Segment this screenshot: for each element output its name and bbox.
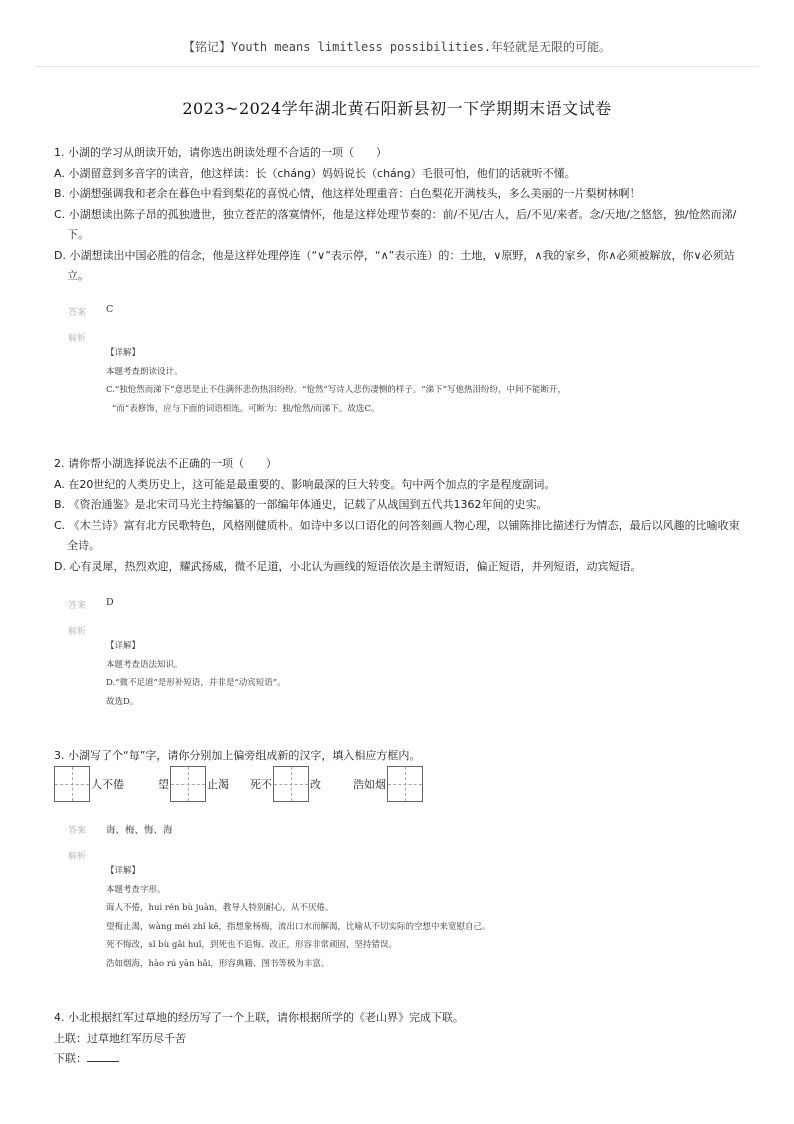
idiom-fragment: 死不 (250, 778, 272, 791)
answer-box[interactable] (273, 766, 309, 802)
answer-value: C (106, 304, 114, 315)
idiom-fragment: 人不倦 (91, 778, 124, 791)
character-box-row (54, 766, 434, 804)
answer-blank[interactable] (87, 1051, 119, 1062)
option-b: B. 小湖想强调我和老余在暮色中看到梨花的喜悦心情，他这样处理重音：白色梨花开满枝头，多么美丽的一片梨树林啊！ (54, 187, 641, 200)
question-stem: 2. 请你帮小湖选择说法不正确的一项（ ） (54, 457, 277, 470)
explanation-line: 诲人不倦，huì rén bù juàn，教导人特别耐心，从不厌倦。 (106, 903, 334, 913)
option-c: C. 小湖想读出陈子昂的孤独遗世，独立苍茫的落寞情怀，他是这样处理节奏的：前/不见/古人，后/不见/来者。念/天地/之悠悠，独/怆然而涕/下。 (54, 207, 737, 241)
option-d: D. 心有灵犀，热烈欢迎，耀武扬威，微不足道，小北认为画线的短语依次是主谓短语，偏正短语，并列短语，动宾短语。 (54, 559, 642, 573)
header-motto: 【铭记】Youth means limitless possibilities.年轻就是无限的可能。 (182, 40, 612, 54)
explanation-line: “而”表修饰，应与下面的词语相连。可断为：独/怆然/而涕下。故选C。 (112, 403, 380, 414)
answer-value: 诲、梅、悔、海 (106, 825, 173, 836)
detail-heading: 【详解】 (106, 348, 141, 358)
question-stem: 3. 小湖写了个“每”字，请你分别加上偏旁组成新的汉字，填入相应方框内。 (54, 749, 421, 762)
answer-box[interactable] (170, 766, 206, 802)
option-c: C. 《木兰诗》富有北方民歌特色，风格刚健质朴。如诗中多以口语化的问答刻画人物心理，以铺陈排比描述行为情态，最后以风趣的比喻收束全诗。 (54, 518, 740, 552)
question-1 (54, 143, 744, 287)
page-title: 2023~2024学年湖北黄石阳新县初一下学期期末语文试卷 (182, 99, 612, 118)
option-b: B. 《资治通鉴》是北宋司马光主持编纂的一部编年体通史，记载了从战国到五代共1362年间的史实。 (54, 498, 548, 511)
idiom-fragment: 改 (310, 778, 321, 791)
answer-label: 答案 (68, 308, 87, 318)
question-4 (54, 1008, 744, 1070)
question-2 (54, 454, 744, 577)
answer-value: D (106, 597, 114, 608)
explanation-line: C.“独怆然而涕下”意思是止不住满怀悲伤热泪纷纷。“怆然”写诗人悲伤凄恻的样子。“涕下”写他热泪纷纷，中间不能断开， (106, 385, 566, 395)
detail-heading: 【详解】 (106, 641, 141, 651)
answer-box[interactable] (387, 766, 423, 802)
explanation-line: 本题考查朗读设计。 (106, 366, 183, 377)
detail-heading: 【详解】 (106, 866, 141, 876)
idiom-fragment: 浩如烟 (353, 778, 386, 791)
explanation-line: 死不悔改，sǐ bù gǎi huǐ，到死也不追悔、改正，形容非常顽固，坚持错误。 (106, 940, 397, 950)
idiom-fragment: 止渴 (207, 778, 229, 791)
idiom-fragment: 望 (158, 778, 169, 791)
question-stem: 4. 小北根据红军过草地的经历写了一个上联，请你根据所学的《老山界》完成下联。 (54, 1011, 464, 1024)
explanation-block (106, 344, 726, 418)
lower-couplet (54, 1049, 744, 1070)
lower-couplet-label: 下联： (54, 1052, 87, 1065)
option-a: A. 小湖留意到多音字的读音，他这样读：长（cháng）妈妈说长（cháng）毛很可怕，他们的话就听不懂。 (54, 166, 576, 180)
explanation-line: 本题考查字形。 (106, 884, 166, 895)
explanation-block (106, 862, 726, 973)
option-a: A. 在20世纪的人类历史上，这可能是最重要的、影响最深的巨大转变。句中两个加点的字是程度副词。 (54, 477, 556, 491)
explanation-line: D.“微不足道”是形补短语，并非是“动宾短语”。 (106, 678, 286, 688)
header-divider (36, 66, 758, 67)
answer-box[interactable] (54, 766, 90, 802)
explanation-line: 浩如烟海，hào rú yān hǎi，形容典籍、图书等极为丰富。 (106, 958, 330, 969)
explanation-line: 故选D。 (106, 696, 139, 707)
upper-couplet: 上联：过草地红军历尽千苦 (54, 1031, 186, 1045)
question-stem: 1. 小湖的学习从朗读开始，请你选出朗读处理不合适的一项（ ） (54, 146, 387, 159)
answer-label: 答案 (68, 601, 87, 611)
analysis-label: 解析 (68, 852, 87, 862)
question-3 (54, 746, 744, 767)
explanation-line: 本题考查语法知识。 (106, 659, 183, 670)
analysis-label: 解析 (68, 334, 87, 344)
option-d: D. 小湖想读出中国必胜的信念，他是这样处理停连（“∨”表示停，“∧”表示连）的：土地，∨原野，∧我的家乡，你∧必须被解放，你∨必须站立。 (54, 248, 735, 282)
answer-label: 答案 (68, 826, 87, 836)
explanation-line: 望梅止渴，wàng méi zhǐ kě，指想象杨梅，流出口水而解渴，比喻从不切实际的空想中来宽慰自己。 (106, 921, 491, 932)
explanation-block (106, 637, 726, 711)
analysis-label: 解析 (68, 627, 87, 637)
